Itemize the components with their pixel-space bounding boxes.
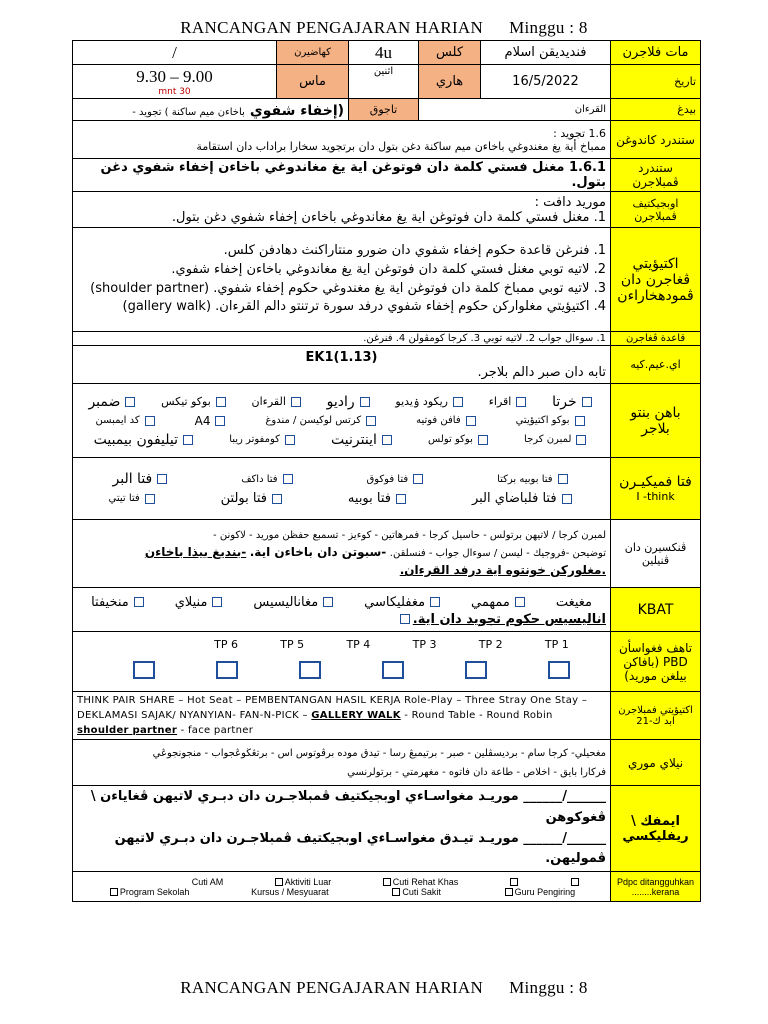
checkbox[interactable] — [516, 397, 526, 407]
ithink-line-2 — [77, 489, 606, 508]
tp-label: TP 3 — [412, 638, 437, 651]
checkbox[interactable] — [360, 397, 370, 407]
pbd-value — [73, 632, 611, 692]
checkbox[interactable] — [366, 416, 376, 426]
emk-value — [73, 346, 611, 384]
checkbox[interactable] — [216, 397, 226, 407]
checkbox[interactable] — [582, 397, 592, 407]
ithink-label-ar: فتا فميكيـرن — [619, 474, 692, 490]
pak21-shoulder-partner: shoulder partner — [77, 725, 178, 736]
day-label: هاري — [419, 65, 481, 99]
ithink-option[interactable]: فتا تيتي — [109, 493, 158, 504]
checkbox[interactable] — [453, 397, 463, 407]
pdpc-option[interactable] — [508, 877, 520, 887]
checkbox[interactable] — [396, 494, 406, 504]
material-option[interactable]: اينترنيت — [331, 432, 395, 448]
emk-label: اي.عيم.كيه — [611, 346, 701, 384]
materials-label: باهن بنتو بلاجر — [611, 384, 701, 458]
values-label: نيلاي موري — [611, 740, 701, 786]
values-line-2: فركارا بايق - اخلاص - طاعة دان فاتوه - مغهرمتي - برتولرنسي — [347, 766, 607, 778]
checkbox[interactable] — [430, 597, 440, 607]
checkbox[interactable] — [510, 878, 518, 886]
activity-item: 1. فنرغن قاعدة حكوم إخفاء شفوي دان ضورو منتاراكنث دهادفن كلس. — [223, 242, 607, 258]
assessment-value — [73, 520, 611, 588]
ithink-option[interactable]: فتا بوبيه بركتا — [497, 474, 570, 485]
tp-checkbox[interactable] — [299, 661, 321, 679]
checkbox[interactable] — [392, 888, 400, 896]
row-reflection — [73, 786, 701, 872]
material-option[interactable]: ريكود ۏيديو — [395, 395, 466, 408]
material-option[interactable]: تيليفون بيمبيت — [94, 432, 196, 448]
tajuk-main: (إخفاء شفوي — [249, 103, 345, 119]
kbat-option[interactable]: ممهمي — [471, 595, 528, 610]
tp-label: TP 5 — [280, 638, 305, 651]
values-value — [73, 740, 611, 786]
pdpc-option[interactable]: Cuti Rehat Khas — [381, 877, 459, 887]
pdpc-option: Cuti AM — [191, 876, 224, 887]
date-value: 16/5/2022 — [481, 65, 611, 99]
teaching-method-value: 1. سوءال جواب 2. لاتيه توبي 3. كرجا كومڤولن 4. فنرغن. — [73, 332, 611, 346]
content-standard-title: 1.6 تجويد : — [553, 126, 607, 140]
tajuk-label: تاجوق — [349, 99, 419, 121]
tajuk-value — [73, 99, 349, 121]
checkbox[interactable] — [275, 878, 283, 886]
materials-line-1 — [77, 392, 606, 412]
activity-item: 3. لاتيه توبي ممباخ كلمة دان فوتوغن اية يغ مغندوغي حكوم إخفاء شفوي. (shoulder partner) — [90, 280, 607, 296]
row-learning-standard — [73, 159, 701, 192]
row-subject — [73, 41, 701, 65]
tp-checkbox[interactable] — [382, 661, 404, 679]
class-value: 4u — [349, 41, 419, 65]
lesson-plan-table — [72, 40, 701, 902]
pak21-gallery-walk: GALLERY WALK — [311, 710, 401, 721]
checkbox[interactable] — [505, 888, 513, 896]
material-option[interactable]: A4 — [195, 414, 229, 428]
footer-week-label: Minggu — [509, 978, 565, 997]
checkbox[interactable] — [145, 494, 155, 504]
week-label: Minggu — [509, 18, 565, 37]
objective-label: اوبجيكتيف ڤمبلاجرن — [611, 192, 701, 228]
kbat-line-1 — [77, 593, 606, 612]
checkbox[interactable] — [125, 397, 135, 407]
pak21-text-b: Hot Seat – PEMBENTANGAN HASIL KERJA Role-Play – Three Stray One Stay –DEKLAMASI SAJAK/ NYANYIAN- FAN-N-PICK – — [77, 695, 588, 721]
footer-week-number: 8 — [578, 978, 588, 997]
material-option[interactable]: ضمبر — [88, 394, 138, 410]
pak21-text-d: - face partner — [177, 725, 254, 736]
bidang-label: بيدغ — [611, 99, 701, 121]
kbat-option[interactable]: مغيغت — [555, 594, 593, 610]
material-option[interactable]: بوكو تولس — [428, 434, 491, 445]
checkbox[interactable] — [571, 878, 579, 886]
ithink-line-1 — [77, 469, 606, 489]
reflection-line-2: ______/______ موريـد تيـدق مغواسـاءي اوبجيكتيف ڤمبلاجـرن دان دبـري لاتيهن ڤموليهن. — [114, 830, 607, 867]
objective-item: 1. مغنل فستي كلمة دان فوتوغن اية يغ مغاندوغي باخاءن إخفاء شفوي دغن بتول. — [171, 209, 607, 225]
tp-label: TP 6 — [214, 638, 238, 651]
ithink-option[interactable]: فتا داكف — [241, 474, 295, 485]
activities-label: اكتيؤيتي ڤغاجرن دان ڤمودهخاراءن — [611, 228, 701, 332]
footer-week-sep: : — [569, 978, 575, 997]
checkbox[interactable] — [478, 435, 488, 445]
footer-title-text: RANCANGAN PENGAJARAN HARIAN — [180, 978, 484, 997]
row-materials — [73, 384, 701, 458]
pdpc-option[interactable]: Cuti Sakit — [390, 887, 441, 897]
checkbox[interactable] — [134, 597, 144, 607]
pdpc-option[interactable] — [569, 877, 581, 887]
row-values — [73, 740, 701, 786]
checkbox[interactable] — [145, 416, 155, 426]
ithink-option[interactable]: فتا فوكوق — [367, 474, 427, 485]
row-ithink — [73, 458, 701, 520]
checkbox[interactable] — [515, 597, 525, 607]
row-objective — [73, 192, 701, 228]
activity-item: 2. لاتيه توبي مغنل فستي كلمة دان فوتوغن اية يغ مغاندوغي باخاءن إخفاء شفوي. — [171, 261, 607, 277]
checkbox[interactable] — [212, 597, 222, 607]
content-standard-text: ممباخ أية يغ مغندوغي باخاءن ميم ساكنة دغن بتول دان برتجويد سخارا براداب دان استقامة — [196, 139, 607, 153]
week-sep: : — [569, 18, 575, 37]
page-title-text: RANCANGAN PENGAJARAN HARIAN — [180, 18, 484, 37]
assessment-line-3: .مغلوركن خونتوه اية درفد القرءان. — [399, 563, 607, 578]
pdpc-option[interactable]: Guru Pengiring — [503, 887, 576, 897]
footer-title — [0, 978, 768, 998]
checkbox[interactable] — [283, 474, 293, 484]
learning-standard-label: ستندرد ڤمبلاجرن — [611, 159, 701, 192]
pbd-boxes — [73, 651, 610, 687]
ithink-option[interactable]: فتا بوبيه — [348, 491, 409, 506]
material-option[interactable]: لمبرن كرجا — [524, 434, 589, 445]
attendance-label: كهاضيرن — [277, 41, 349, 65]
values-line-1: مغحيلي- كرجا سام - برديسڤلين - صبر - برتيمبڠ رسا - تيدق موده برڤوتوس اس - برتڠڬوڠجواب - منجونجوڠي — [152, 747, 607, 759]
tp-checkbox[interactable] — [548, 661, 570, 679]
pdpc-options-top — [77, 877, 606, 887]
time-label: ماس — [277, 65, 349, 99]
tajuk-sub: باخاءن ميم ساكنة ) تجويد - — [132, 107, 245, 118]
ithink-label-en: I -think — [636, 490, 675, 503]
week-number: 8 — [578, 18, 588, 37]
content-standard-label: ستندرد كاندوغن — [611, 121, 701, 159]
row-content-standard — [73, 121, 701, 159]
row-bidang — [73, 99, 701, 121]
assessment-line-1: لمبرن كرجا / لاتيهن برتولس - حاسيل كرجا - فمرهاتين - كوءيز - تسمبع حفظن موريد - لاكونن - — [213, 529, 607, 541]
material-option[interactable]: بوكو اكتيؤيتي — [516, 415, 588, 426]
pak21-text-c: - Round Table - Round Robin — [400, 710, 553, 721]
objective-value — [73, 192, 611, 228]
activity-item: 4. اكتيؤيتي مغلواركن حكوم إخفاء شفوي درفد سورة ترتنتو دالم القرءان. (gallery walk) — [122, 299, 607, 315]
reflection-label: ايمفك \ ريفليكسي — [611, 786, 701, 872]
assessment-line-2: توضيحن -فروجيك - ليسن / سوءال جواب - فنسلقن. -سبوتن دان باخاءن اية. -بنديغ بيذا باخاءن — [144, 544, 607, 559]
pbd-label: تاهف فغواسأن PBD (بافاكن بيلغن موريد) — [611, 632, 701, 692]
teaching-method-label: قاعدة ڤغاجرن — [611, 332, 701, 346]
time-value: 9.30 – 9.00 — [136, 66, 213, 86]
checkbox[interactable] — [466, 416, 476, 426]
objective-intro: موريد دافت : — [534, 194, 607, 210]
material-option[interactable]: اقراء — [489, 395, 530, 408]
pdpc-label-line-2: ........kerana — [631, 886, 680, 897]
ithink-label — [611, 458, 701, 520]
materials-value — [73, 384, 611, 458]
row-pak21 — [73, 692, 701, 740]
learning-standard-value: 1.6.1 مغنل فستي كلمة دان فوتوغن اية يغ مغاندوغي باخاءن إخفاء شفوي دغن بتول. — [73, 159, 611, 192]
emk-text: تابه دان صبر دالم بلاجر. — [477, 364, 607, 380]
row-teaching-method — [73, 332, 701, 346]
row-pbd — [73, 632, 701, 692]
emk-code: EK1(1.13) — [305, 349, 378, 365]
checkbox[interactable] — [382, 435, 392, 445]
tp-label: TP 1 — [544, 638, 569, 651]
checkbox[interactable] — [575, 416, 585, 426]
ithink-option[interactable]: فتا البر — [113, 471, 171, 487]
pdpc-option[interactable]: Program Sekolah — [108, 887, 190, 897]
date-label: تاريخ — [611, 65, 701, 99]
checkbox[interactable] — [413, 474, 423, 484]
subject-value: فنديديقن اسلام — [481, 41, 611, 65]
tp-label: TP 4 — [346, 638, 371, 651]
row-activities — [73, 228, 701, 332]
pdpc-label — [611, 872, 701, 902]
class-label: كلس — [419, 41, 481, 65]
kbat-option[interactable]: منيلاي — [175, 595, 226, 610]
tp-checkbox[interactable] — [465, 661, 487, 679]
row-kbat — [73, 588, 701, 632]
ithink-value — [73, 458, 611, 520]
pbd-levels — [73, 636, 610, 651]
checkbox[interactable] — [215, 416, 225, 426]
checkbox[interactable] — [323, 597, 333, 607]
activities-value — [73, 228, 611, 332]
pdpc-option[interactable]: Aktiviti Luar — [273, 877, 332, 887]
page-title — [0, 18, 768, 38]
attendance-value: / — [73, 41, 277, 65]
kbat-value — [73, 588, 611, 632]
checkbox[interactable] — [562, 494, 572, 504]
checkbox[interactable] — [383, 878, 391, 886]
checkbox[interactable] — [272, 494, 282, 504]
checkbox[interactable] — [558, 474, 568, 484]
ithink-option[interactable]: فتا فلباضاي البر — [472, 491, 575, 506]
pdpc-options-bottom — [77, 887, 606, 897]
material-option[interactable]: فافن فوتيه — [416, 415, 479, 426]
time-cell — [73, 65, 277, 99]
pak21-text-a: THINK PAIR SHARE – — [77, 695, 184, 706]
bidang-value: القرءان — [419, 99, 611, 121]
kbat-line-2: اناليسيس حكوم تجويد دان اية. — [77, 612, 606, 627]
kbat-option[interactable]: مغفليكاسي — [364, 595, 443, 610]
ithink-option[interactable]: فتا بولتن — [221, 491, 285, 506]
material-option[interactable]: كرتس لوكيسن / مندوغ — [265, 415, 379, 426]
checkbox[interactable] — [576, 435, 586, 445]
pdpc-option: Kursus / Mesyuarat — [251, 886, 329, 897]
material-option[interactable]: القرءان — [252, 395, 304, 408]
pak21-label: اكتيؤيتي فمبلاجرن ابد ك-21 — [611, 692, 701, 740]
pdpc-options — [73, 872, 611, 902]
row-pdpc — [73, 872, 701, 902]
subject-label: مات فلاجرن — [611, 41, 701, 65]
tp-label: TP 2 — [478, 638, 503, 651]
tp-checkbox[interactable] — [133, 661, 155, 679]
materials-line-3 — [77, 430, 606, 450]
row-assessment — [73, 520, 701, 588]
checkbox[interactable] — [400, 614, 410, 624]
duration-value: mnt 30 — [158, 86, 191, 97]
materials-line-2 — [77, 412, 606, 430]
tp-checkbox[interactable] — [216, 661, 238, 679]
pak21-value — [73, 692, 611, 740]
content-standard-value — [73, 121, 611, 159]
row-date — [73, 65, 701, 99]
material-option[interactable]: كومفوتر ريبا — [229, 434, 298, 445]
material-option[interactable]: راديو — [327, 394, 373, 410]
pdpc-label-line-1: Pdpc ditangguhkan — [616, 876, 695, 887]
kbat-label: KBAT — [611, 588, 701, 632]
material-option[interactable]: كد ايمبسن — [96, 415, 158, 426]
reflection-line-1: ______/______ موريـد مغواسـاءي اوبجيكتيف ڤمبلاجـرن دان دبـري لاتيهن ڤغاياءن \ ڤغوكوهن — [90, 789, 607, 825]
day-value: اثنين — [349, 65, 419, 99]
checkbox[interactable] — [183, 435, 193, 445]
checkbox[interactable] — [285, 435, 295, 445]
assessment-label: ڤنكسيرن دان ڤنيلين — [611, 520, 701, 588]
reflection-value — [73, 786, 611, 872]
checkbox[interactable] — [110, 888, 118, 896]
row-emk — [73, 346, 701, 384]
material-option[interactable]: خرتا — [552, 394, 595, 410]
checkbox[interactable] — [291, 397, 301, 407]
checkbox[interactable] — [157, 474, 167, 484]
kbat-option[interactable]: منخيفتا — [91, 595, 147, 610]
material-option[interactable]: بوكو تيكس — [161, 395, 229, 408]
kbat-option[interactable]: مغاناليسيس — [253, 595, 336, 610]
